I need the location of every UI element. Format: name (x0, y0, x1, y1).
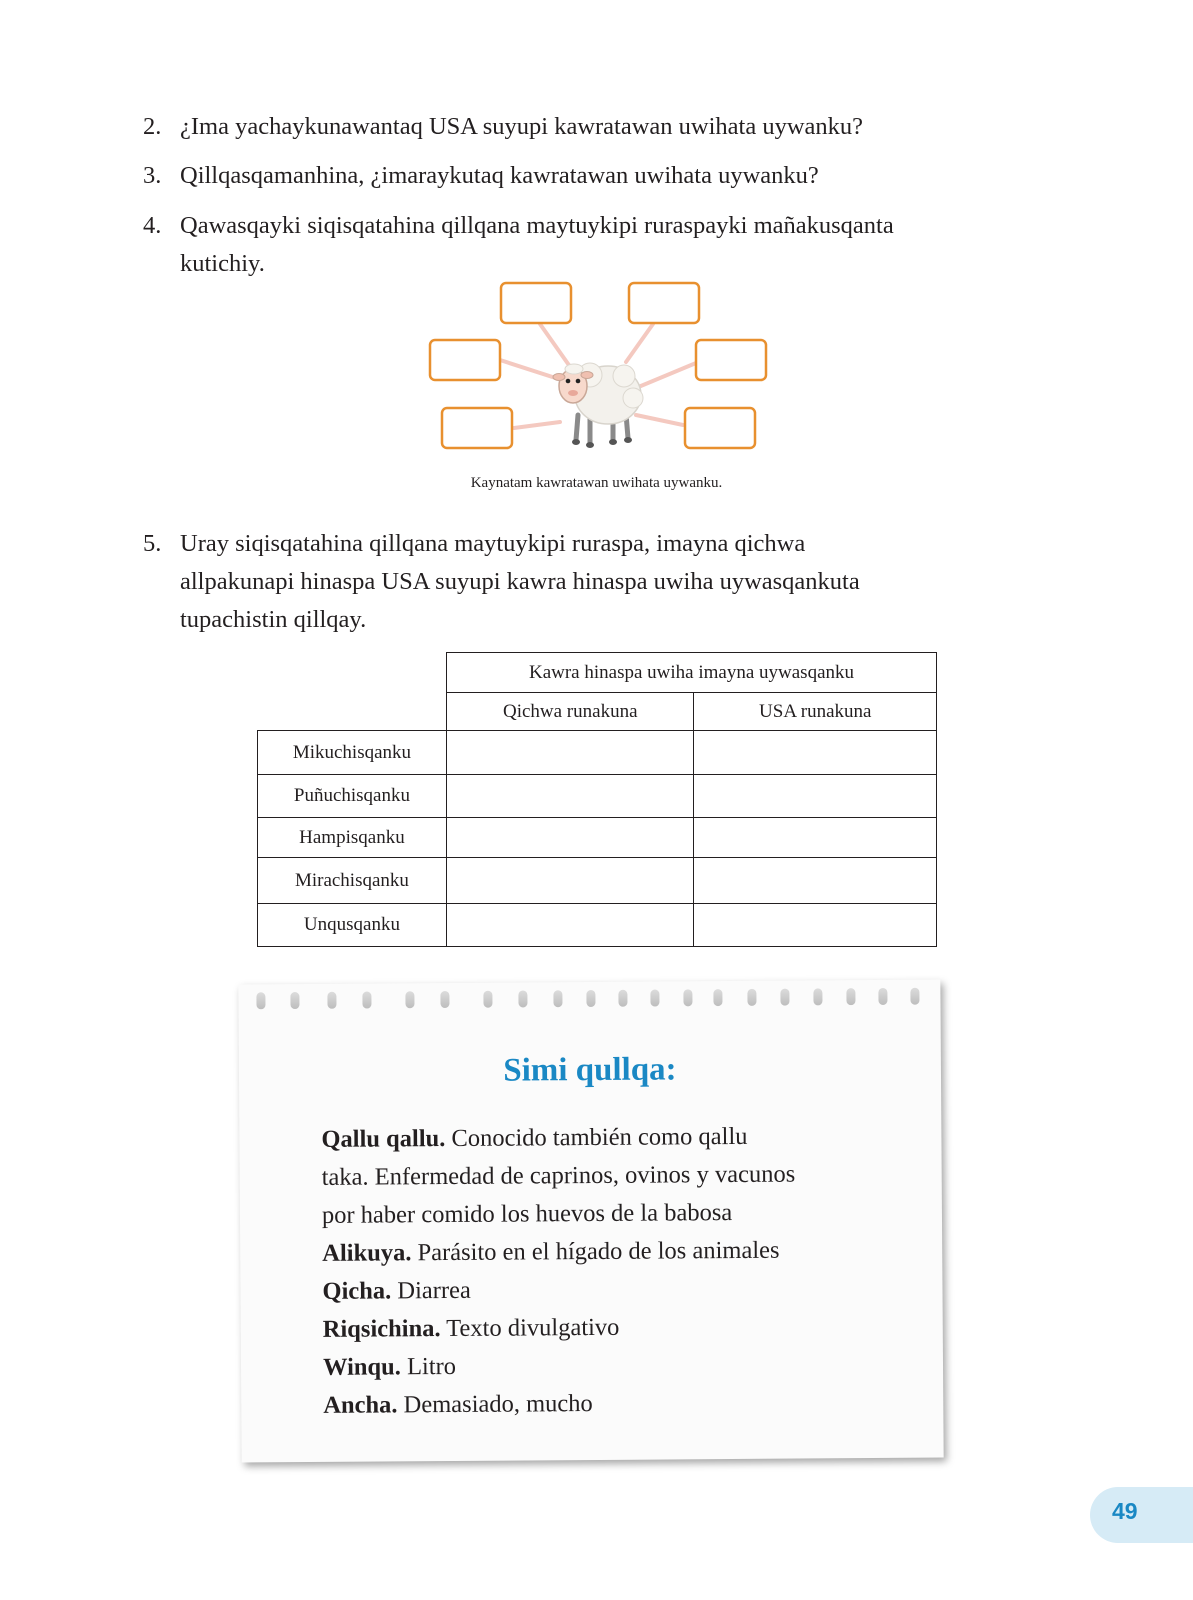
question-number: 2. (143, 113, 162, 140)
question-number: 3. (143, 162, 162, 189)
glossary-list (321, 1117, 923, 1425)
answer-cell[interactable] (694, 818, 937, 858)
table-row (258, 858, 937, 904)
row-label: Puñuchisqanku (258, 775, 447, 818)
glossary-entry: taka. Enfermedad de caprinos, ovinos y vacunos (321, 1160, 796, 1191)
question-text: Qillqasqamanhina, ¿imaraykutaq kawratawan uwihata uywanku? (180, 162, 819, 189)
question-number: 4. (143, 212, 162, 239)
diagram-lines (428, 280, 778, 460)
question-text: ¿Ima yachaykunawantaq USA suyupi kawratawan uwihata uywanku? (180, 113, 864, 140)
blank-box (430, 340, 500, 380)
question-text-line: allpakunapi hinaspa USA suyupi kawra hinaspa uwiha uywasqankuta (180, 568, 860, 595)
row-label: Mirachisqanku (258, 858, 447, 904)
question-text-line: kutichiy. (180, 250, 265, 277)
table-row (258, 775, 937, 818)
answer-cell[interactable] (694, 858, 937, 904)
diagram-caption: Kaynatam kawratawan uwihata uywanku. (470, 475, 723, 491)
blank-box (629, 283, 699, 323)
glossary-entry: Qicha. Diarrea (322, 1276, 471, 1305)
blank-box (696, 340, 766, 380)
glossary-entry: Ancha. Demasiado, mucho (323, 1389, 593, 1419)
row-label: Unqusqanku (258, 904, 447, 947)
glossary-title: Simi qullqa: (503, 1051, 677, 1089)
comparison-table (257, 730, 937, 947)
answer-cell[interactable] (694, 904, 937, 947)
table-header: Kawra hinaspa uwiha imayna uywasqanku (447, 653, 937, 693)
answer-cell[interactable] (694, 731, 937, 775)
question-text-line: Uray siqisqatahina qillqana maytuykipi ruraspa, imayna qichwa (180, 530, 806, 557)
answer-cell[interactable] (446, 731, 694, 775)
glossary-entry: Riqsichina. Texto divulgativo (322, 1313, 620, 1343)
sheep-diagram (428, 280, 778, 460)
answer-cell[interactable] (446, 775, 694, 818)
spiral-holes (250, 986, 930, 1013)
glossary-entry: Qallu qallu. Conocido también como qallu (321, 1122, 748, 1153)
table-row (258, 731, 937, 775)
column-header-qichwa: Qichwa runakuna (447, 693, 694, 731)
row-label: Mikuchisqanku (258, 731, 447, 775)
table-row (258, 818, 937, 858)
glossary-entry: por haber comido los huevos de la babosa (321, 1199, 733, 1229)
question-text-line: tupachistin qillqay. (180, 606, 367, 633)
glossary-card (238, 980, 943, 1463)
column-header-usa: USA runakuna (694, 693, 937, 731)
glossary-entry: Winqu. Litro (322, 1352, 457, 1381)
answer-cell[interactable] (446, 858, 694, 904)
answer-cell[interactable] (446, 904, 694, 947)
answer-cell[interactable] (694, 775, 937, 818)
comparison-table-header (446, 652, 937, 731)
glossary-entry: Alikuya. Parásito en el hígado de los animales (322, 1236, 780, 1267)
blank-box (685, 408, 755, 448)
question-text-line: Qawasqayki siqisqatahina qillqana maytuykipi ruraspayki mañakusqanta (180, 212, 894, 239)
blank-box (442, 408, 512, 448)
row-label: Hampisqanku (258, 818, 447, 858)
page-number: 49 (1112, 1498, 1138, 1524)
blank-box (501, 283, 571, 323)
question-number: 5. (143, 530, 162, 557)
answer-cell[interactable] (446, 818, 694, 858)
sheep-icon (553, 363, 643, 448)
table-row (258, 904, 937, 947)
page-number-tab (1090, 1487, 1193, 1543)
